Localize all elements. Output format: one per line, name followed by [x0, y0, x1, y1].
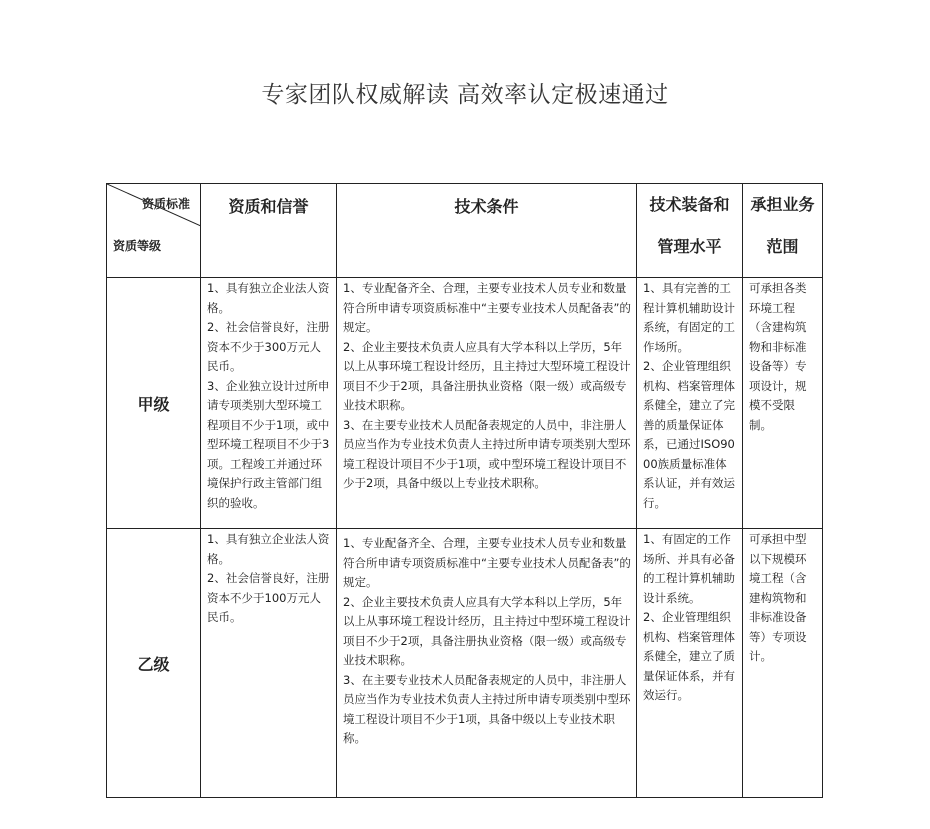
header-credit: 资质和信誉 [201, 184, 337, 278]
header-scope-line1: 承担业务 [750, 195, 815, 214]
credit-item: 2、社会信誉良好，注册资本不少于100万元人民币。 [207, 571, 330, 624]
table-row-grade-a [107, 278, 823, 529]
credit-item: 1、具有独立企业法人资格。 [207, 281, 330, 315]
header-equipment-line1: 技术装备和 [649, 195, 730, 214]
credit-cell [201, 278, 337, 529]
qualification-table [106, 183, 823, 798]
tech-cell [337, 278, 637, 529]
grade-cell: 乙级 [107, 529, 201, 798]
table-row-grade-b [107, 529, 823, 798]
equipment-item: 1、有固定的工作场所、并具有必备的工程计算机辅助设计系统。 [643, 532, 735, 605]
corner-label-grade: 资质等级 [113, 239, 162, 253]
credit-item: 2、社会信誉良好，注册资本不少于300万元人民币。 [207, 320, 330, 373]
grade-cell: 甲级 [107, 278, 201, 529]
tech-item: 2、企业主要技术负责人应具有大学本科以上学历，5年以上从事环境工程设计经历，且主持过中型环境工程设计项目不少于2项，具备注册执业资格（限一级）或高级专业技术职称。 [343, 594, 631, 667]
credit-item: 3、企业独立设计过所申请专项类别大型环境工程项目不少于1项，或中型环境工程项目不少于3项。工程竣工并通过环境保护行政主管部门组织的验收。 [207, 378, 330, 510]
scope-text: 可承担各类环境工程（含建构筑物和非标准设备等）专项设计，规模不受限制。 [749, 281, 807, 432]
corner-label-standard: 资质标准 [141, 197, 190, 211]
scope-text: 可承担中型以下规模环境工程（含建构筑物和非标准设备等）专项设计。 [749, 532, 807, 663]
tech-item: 3、在主要专业技术人员配备表规定的人员中，非注册人员应当作为专业技术负责人主持过所申请专项类别大型环境工程设计项目不少于1项，或中型环境工程设计项目不少于2项，具备中级以上专业技术职称。 [343, 417, 631, 490]
tech-item: 1、专业配备齐全、合理，主要专业技术人员专业和数量符合所申请专项资质标准中“主要专业技术人员配备表”的规定。 [343, 281, 631, 334]
equipment-item: 1、具有完善的工程计算机辅助设计系统，有固定的工作场所。 [643, 281, 735, 354]
header-equipment-line2: 管理水平 [657, 237, 722, 256]
tech-cell [337, 529, 637, 798]
equipment-item: 2、企业管理组织机构、档案管理体系健全，建立了质量保证体系，并有效运行。 [643, 610, 735, 702]
equipment-cell [637, 529, 743, 798]
header-tech: 技术条件 [337, 184, 637, 278]
header-row [107, 184, 823, 278]
header-scope-line2: 范围 [766, 237, 799, 256]
credit-item: 1、具有独立企业法人资格。 [207, 532, 330, 566]
equipment-item: 2、企业管理组织机构、档案管理体系健全，建立了完善的质量保证体系，已通过ISO9000族质量标准体系认证，并有效运行。 [643, 359, 735, 510]
corner-header-cell [107, 184, 201, 278]
equipment-cell [637, 278, 743, 529]
scope-cell [743, 529, 823, 798]
credit-cell [201, 529, 337, 798]
scope-cell [743, 278, 823, 529]
tech-item: 1、专业配备齐全、合理，主要专业技术人员专业和数量符合所申请专项资质标准中“主要专业技术人员配备表”的规定。 [343, 536, 631, 589]
tech-item: 2、企业主要技术负责人应具有大学本科以上学历，5年以上从事环境工程设计经历，且主持过大型环境工程设计项目不少于2项，具备注册执业资格（限一级）或高级专业技术职称。 [343, 339, 631, 412]
page-title: 专家团队权威解读 高效率认定极速通过 [261, 82, 669, 108]
header-equipment [637, 184, 743, 278]
tech-item: 3、在主要专业技术人员配备表规定的人员中，非注册人员应当作为专业技术负责人主持过所申请专项类别中型环境工程设计项目不少于1项，具备中级以上专业技术职称。 [343, 672, 631, 745]
header-scope [743, 184, 823, 278]
